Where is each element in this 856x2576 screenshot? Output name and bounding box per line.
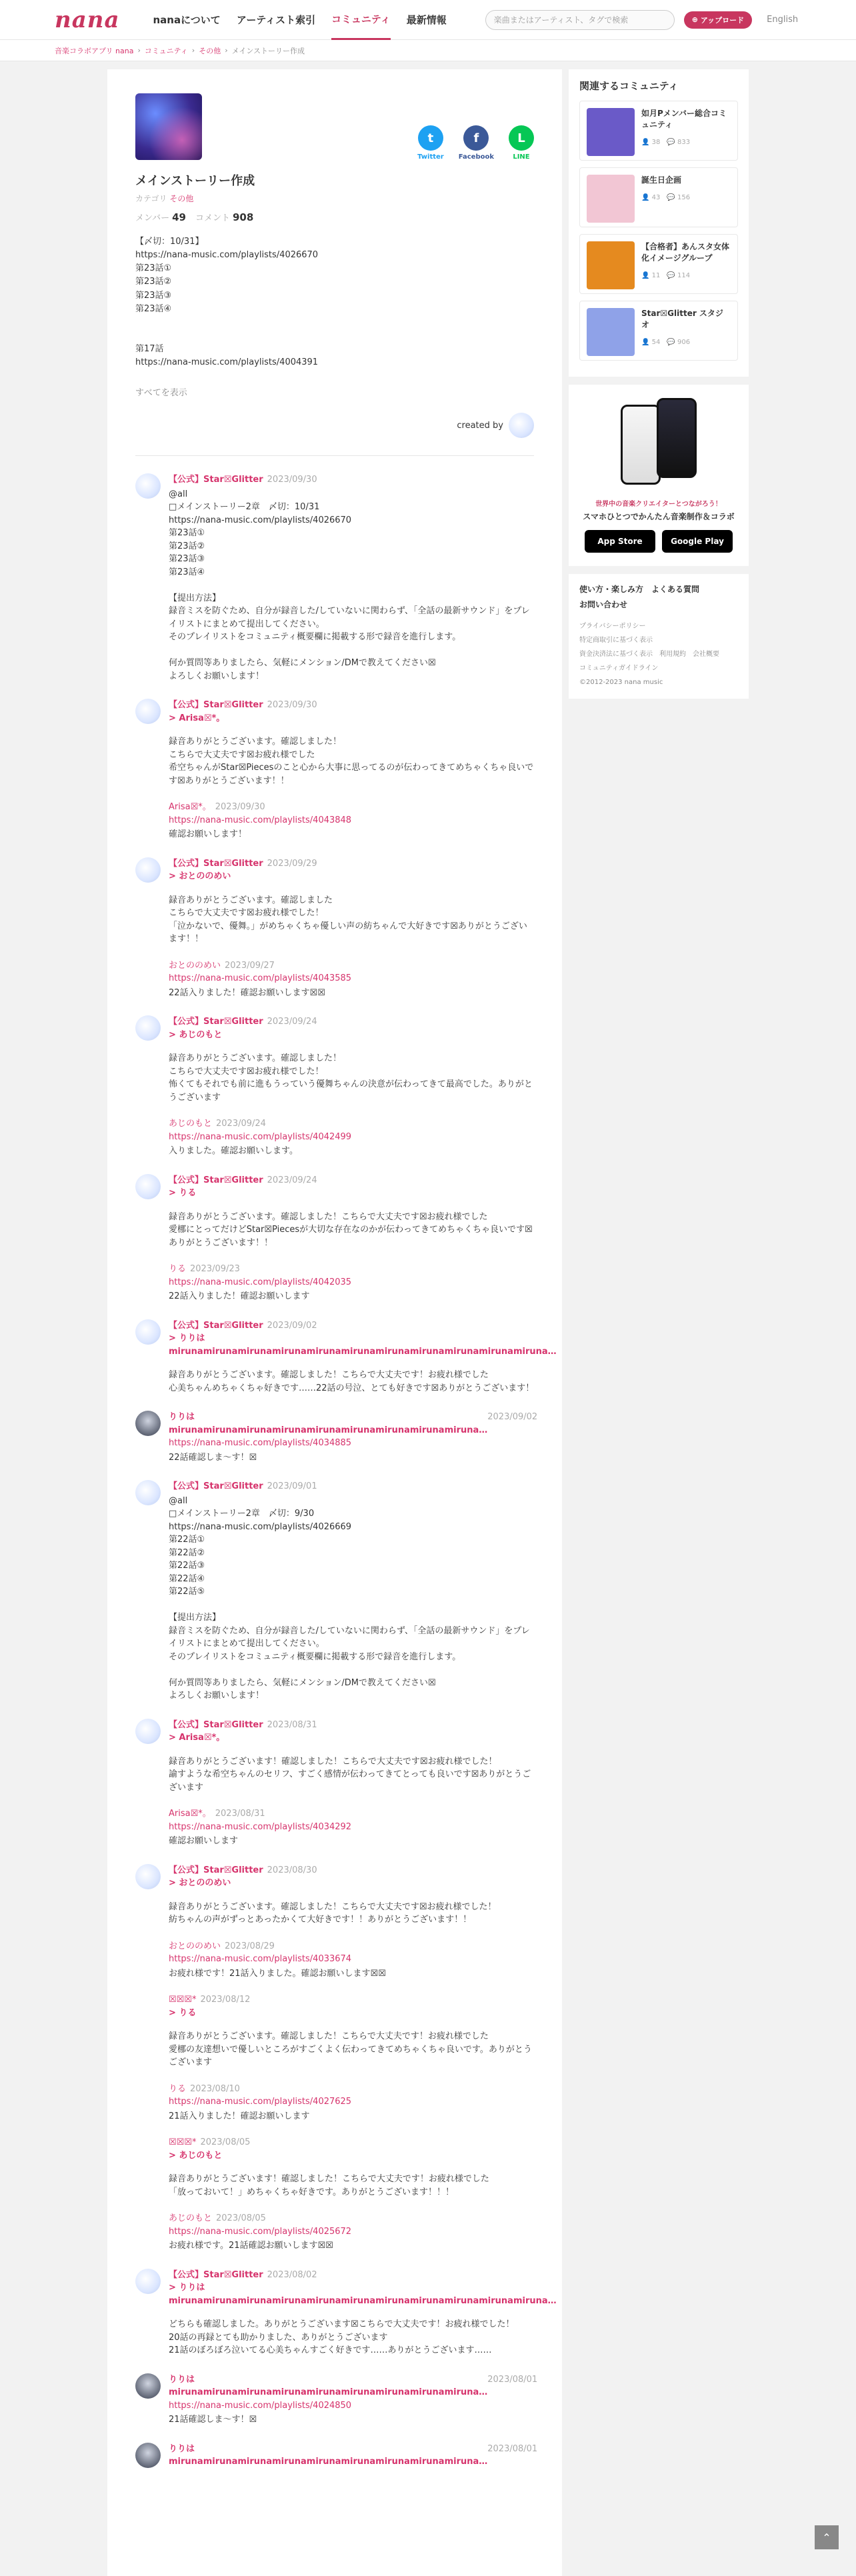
comment-icon: 💬	[660, 138, 678, 146]
related-community-card[interactable]	[579, 301, 738, 361]
copyright: ©2012-2023 nana music	[579, 679, 663, 686]
sub-comment	[169, 2083, 534, 2123]
site-header	[0, 0, 856, 40]
comment-item	[135, 473, 534, 683]
related-communities	[569, 69, 749, 377]
related-community-card[interactable]	[579, 101, 738, 161]
comment-author[interactable]: 【公式】Star☒Glitter	[169, 2269, 263, 2280]
comment-author[interactable]: 【公式】Star☒Glitter	[169, 1175, 263, 1185]
app-store-button[interactable]: App Store	[585, 530, 655, 553]
comment-count: 114	[677, 271, 691, 279]
comments-count: 908	[232, 211, 254, 223]
comment-body	[169, 699, 534, 841]
reply-to[interactable]: > おとののめい	[169, 1878, 231, 1889]
comment-body	[169, 1174, 534, 1303]
comment-item	[135, 2373, 538, 2427]
breadcrumb-community[interactable]: コミュニティ	[144, 46, 188, 55]
sub-comment-header	[169, 1263, 534, 1276]
sub-comment-header	[169, 1993, 534, 2007]
comment-time: 2023/09/30	[267, 475, 317, 485]
sidebar	[569, 69, 749, 2576]
comment-header	[169, 857, 534, 871]
comment-author[interactable]: 【公式】Star☒Glitter	[169, 1320, 263, 1331]
sub-comment-time: 2023/08/12	[200, 1995, 251, 2005]
community-description: 【〆切：10/31】 https://nana-music.com/playlists/4026670 第23話① 第23話② 第23話③ 第23話④ 第17話 https://nana-music.com/playlists/4004391	[135, 237, 319, 368]
related-community-title: Star☒Glitter スタジオ	[641, 309, 723, 329]
sub-comment	[169, 1117, 534, 1158]
comment-body	[169, 1411, 537, 1464]
sub-comment-author[interactable]: あじのもと	[169, 2213, 213, 2224]
created-by-label: created by	[457, 420, 503, 431]
sub-comment-header	[169, 2083, 534, 2096]
chevron-right-icon: ›	[225, 46, 228, 55]
playlist-link[interactable]: https://nana-music.com/playlists/4042499	[169, 1131, 352, 1142]
creator-avatar[interactable]	[509, 413, 534, 438]
comment-time: 2023/09/02	[487, 1412, 538, 1423]
community-thumbnail	[135, 93, 202, 160]
comment-item	[135, 1719, 534, 1848]
comment-header	[169, 1174, 534, 1187]
comment-text: どちらも確認しました。ありがとうございます☒こちらで大丈夫です！お疲れ様でした！ 20話の再録とても助かりました、ありがとうございます 21話のぼろぼろ泣いてる心美ちゃんすごく好きです……ありがとうございます……	[169, 2319, 515, 2356]
playlist-link[interactable]: https://nana-music.com/playlists/4043848	[169, 815, 352, 825]
breadcrumb-current: メインストーリー作成	[231, 46, 305, 55]
comment-author[interactable]: りりはmirunamirunamirunamirunamirunamirunamirunamirunamiruna…	[169, 1412, 488, 1435]
sub-comment	[169, 1993, 534, 2069]
commenter-avatar[interactable]	[135, 1174, 161, 1199]
sub-comment-header	[169, 801, 534, 814]
category-link[interactable]: その他	[169, 194, 194, 203]
comment-author[interactable]: りりはmirunamirunamirunamirunamirunamirunamirunamirunamiruna…	[169, 2443, 488, 2467]
share-buttons	[417, 125, 534, 161]
sub-comment-author[interactable]: Arisa☒*。	[169, 802, 211, 813]
commenter-avatar[interactable]	[135, 1864, 161, 1889]
playlist-link[interactable]: https://nana-music.com/playlists/4027625	[169, 2097, 352, 2107]
comment-body	[169, 2373, 537, 2427]
comment-header	[169, 699, 534, 712]
sub-comment-author[interactable]: おとののめい	[169, 960, 221, 971]
comment-header	[169, 473, 534, 487]
reply-to[interactable]: > りる	[169, 1188, 197, 1199]
sub-comment-text: 入りました。確認お願いします。	[169, 1146, 298, 1157]
sub-comment	[169, 2212, 534, 2253]
reply-to[interactable]: > Arisa☒*。	[169, 713, 225, 723]
comment-item	[135, 2269, 557, 2357]
comment-text: 21話確認しま～す！☒	[169, 2415, 257, 2425]
comment-icon: 💬	[660, 271, 678, 279]
created-by	[135, 413, 534, 456]
community-stats	[135, 211, 534, 223]
comment-time: 2023/09/24	[267, 1175, 317, 1185]
link-payment[interactable]: 資金決済法に基づく表示	[579, 651, 653, 658]
line-icon: L	[509, 125, 534, 151]
link-company[interactable]: 会社概要	[693, 651, 719, 658]
comment-text: 録音ありがとうございます。確認しました！ こちらで大丈夫です☒お疲れ様でした！ 怖くてもそれでも前に進もうっていう優舞ちゃんの決意が伝わってきて最高でした。ありがとうございます	[169, 1053, 533, 1103]
commenter-avatar[interactable]	[135, 2443, 161, 2468]
comment-time: 2023/08/01	[487, 2374, 538, 2385]
comment-text: @all □メインストーリー2章 〆切：9/30 https://nana-music.com/playlists/4026669 第22話① 第22話② 第22話③ 第22話④ 第22話⑤ 【提出方法】 録音ミスを防ぐため、自分が録音した/していないに関わらず、「全話の最新サウンド」をプレイリストにまとめて提出してください。 そのプレイリストをコミュニティ概要欄に掲載する形で録音を進行します。 何か質問等ありましたら、気軽にメンション/DMで教えてください☒ よろしくお願いします！	[169, 1495, 530, 1701]
comment-time: 2023/09/02	[267, 1320, 317, 1331]
upload-icon: ⊕	[691, 15, 698, 24]
related-community-info	[641, 108, 731, 153]
comments-stat	[195, 211, 253, 223]
comment-item	[135, 699, 534, 841]
comment-header	[169, 1480, 534, 1493]
comment-time: 2023/08/31	[267, 1719, 317, 1730]
comment-header	[169, 2443, 537, 2469]
members-stat	[135, 211, 186, 223]
sub-comment-author[interactable]: おとののめい	[169, 1941, 221, 1951]
playlist-link[interactable]: https://nana-music.com/playlists/4025672	[169, 2226, 352, 2237]
sub-comment-text: 録音ありがとうございます！確認しました！こちらで大丈夫です！お疲れ様でした 「放っておいて！」めちゃくちゃ好きです。ありがとうございます！！！	[169, 2174, 489, 2197]
comment-item	[135, 857, 534, 1000]
commenter-avatar[interactable]	[135, 1411, 161, 1436]
sub-comment-author[interactable]: あじのもと	[169, 1119, 213, 1129]
nav-artist-index[interactable]: アーティスト索引	[236, 14, 316, 26]
sub-comment-text: 22話入りました！確認お願いします☒☒	[169, 987, 325, 998]
comment-time: 2023/09/01	[267, 1481, 317, 1492]
reply-to[interactable]: > あじのもと	[169, 1029, 223, 1040]
sub-comment	[169, 1263, 534, 1303]
nana-logo[interactable]: nana	[55, 6, 120, 33]
related-community-stats	[641, 336, 731, 346]
link-faq[interactable]: よくある質問	[651, 585, 700, 594]
related-community-info	[641, 241, 731, 287]
related-community-stats	[641, 269, 731, 279]
person-icon: 👤	[641, 338, 652, 346]
app-headline: スマホひとつでかんたん音楽制作＆コラボ	[583, 512, 735, 521]
chevron-right-icon: ›	[137, 46, 141, 55]
comment-header	[169, 2373, 537, 2399]
comment-header	[169, 1319, 557, 1333]
related-community-title: 如月Pメンバー総合コミュニティ	[641, 109, 727, 129]
breadcrumb	[0, 40, 856, 61]
commenter-avatar[interactable]	[135, 699, 161, 724]
related-community-card[interactable]	[579, 167, 738, 227]
comment-item	[135, 1319, 557, 1395]
comment-text: @all □メインストーリー2章 〆切：10/31 https://nana-music.com/playlists/4026670 第23話① 第23話② 第23話③ 第23話④ 【提出方法】 録音ミスを防ぐため、自分が録音した/していないに関わらず、「全話の最新サウンド」をプレイリストにまとめて提出してください。 そのプレイリストをコミュニティ概要欄に掲載する形で録音を進行します。 何か質問等ありましたら、気軽にメンション/DMで教えてください☒ よろしくお願いします！	[169, 489, 530, 681]
related-community-stats	[641, 191, 690, 201]
comment-body	[169, 1480, 534, 1703]
search-input[interactable]: 楽曲またはアーティスト、タグで検索	[485, 10, 675, 30]
comment-body	[169, 857, 534, 1000]
related-community-stats	[641, 136, 731, 146]
sub-comment	[169, 1807, 534, 1848]
breadcrumb-home[interactable]: 音楽コラボアプリ nana	[55, 46, 134, 55]
category-label: カテゴリ	[135, 194, 167, 203]
sub-comment-header	[169, 2212, 534, 2225]
playlist-link[interactable]: https://nana-music.com/playlists/4024850	[169, 2400, 352, 2411]
comment-body	[169, 1864, 534, 2253]
sub-comment-header	[169, 2136, 534, 2149]
phone-screen	[657, 398, 697, 478]
sub-comment-author[interactable]: りる	[169, 1264, 187, 1275]
members-label: メンバー	[135, 213, 170, 223]
link-contact[interactable]: お問い合わせ	[579, 600, 628, 609]
person-icon: 👤	[641, 271, 652, 279]
main-nav	[153, 0, 447, 40]
sub-comment-author[interactable]: ☒☒☒*	[169, 1995, 197, 2005]
sub-comment-time: 2023/08/10	[190, 2083, 240, 2094]
link-terms[interactable]: 利用規約	[659, 651, 686, 658]
reply-to[interactable]: > あじのもと	[169, 2150, 223, 2161]
sub-comment-header	[169, 1117, 534, 1131]
comment-body	[169, 1015, 534, 1158]
related-title: 関連するコミュニティ	[579, 80, 679, 92]
nav-about[interactable]: nanaについて	[153, 14, 221, 26]
sub-comment-text: 録音ありがとうございます。確認しました！こちらで大丈夫です！お疲れ様でした 愛梛の友達想いで優しいところがすごくよく伝わってきてめちゃくちゃ良いです。ありがとうございます	[169, 2031, 532, 2068]
reply-to[interactable]: > りる	[169, 2007, 197, 2018]
comment-author[interactable]: 【公式】Star☒Glitter	[169, 1719, 263, 1730]
share-line[interactable]	[509, 125, 534, 161]
playlist-link[interactable]: https://nana-music.com/playlists/4033674	[169, 1954, 352, 1965]
related-community-thumbnail	[587, 175, 635, 223]
sub-comment-header	[169, 959, 534, 973]
comment-item	[135, 1174, 534, 1303]
nav-news[interactable]: 最新情報	[406, 14, 447, 26]
comment-author[interactable]: 【公式】Star☒Glitter	[169, 475, 263, 485]
show-all-link[interactable]: すべてを表示	[135, 388, 187, 399]
comment-text: 録音ありがとうございます！確認しました！こちらで大丈夫です☒お疲れ様でした！ 諭すような希空ちゃんのセリフ、すごく感情が伝わってきてとっても良いです☒ありがとうございます	[169, 1756, 531, 1793]
comment-time: 2023/08/01	[487, 2443, 538, 2454]
comment-list	[135, 473, 557, 2469]
sub-comment-text: お疲れ様です！21話入りました。確認お願いします☒☒	[169, 1968, 386, 1979]
breadcrumb-category[interactable]: その他	[199, 46, 221, 55]
playlist-link[interactable]: https://nana-music.com/playlists/4034292	[169, 1821, 352, 1832]
sub-comment-time: 2023/09/23	[190, 1264, 240, 1275]
sub-comment-text: 22話入りました！確認お願いします	[169, 1291, 310, 1302]
share-label: Twitter	[417, 153, 444, 161]
comment-text: 録音ありがとうございます。確認しました！こちらで大丈夫です☒お疲れ様でした 愛梛にとってだけどStar☒Piecesが大切な存在なのかが伝わってきてめちゃくちゃ良いです☒ありがとうございます！！	[169, 1211, 533, 1248]
related-community-info	[641, 175, 690, 220]
share-twitter[interactable]	[417, 125, 444, 161]
sub-comment	[169, 801, 534, 841]
members-count: 49	[172, 211, 186, 223]
comment-time: 2023/08/30	[267, 1865, 317, 1875]
comment-text: 録音ありがとうございます。確認しました！こちらで大丈夫です☒お疲れ様でした！ 紡ちゃんの声がずっとあったかくて大好きです！！ありがとうございます！！	[169, 1901, 497, 1925]
member-count: 38	[651, 138, 661, 146]
comment-item	[135, 1480, 534, 1703]
comment-header	[169, 1015, 534, 1029]
commenter-avatar[interactable]	[135, 2269, 161, 2294]
sub-comment-text: 21話入りました！確認お願いします	[169, 2111, 310, 2121]
nav-community[interactable]: コミュニティ	[331, 0, 391, 40]
comment-time: 2023/09/30	[267, 700, 317, 711]
comment-body	[169, 2269, 557, 2357]
related-community-title: 誕生日企画	[641, 175, 682, 185]
sub-comment-time: 2023/08/05	[216, 2213, 266, 2224]
comment-body	[169, 2443, 537, 2469]
comment-icon: 💬	[660, 193, 678, 201]
related-community-thumbnail	[587, 308, 635, 356]
commenter-avatar[interactable]	[135, 1480, 161, 1505]
comment-icon: 💬	[660, 338, 678, 346]
playlist-link[interactable]: https://nana-music.com/playlists/4034885	[169, 1438, 352, 1449]
google-play-button[interactable]: Google Play	[662, 530, 733, 553]
sub-comment-author[interactable]: Arisa☒*。	[169, 1809, 211, 1819]
page-title: メインストーリー作成	[135, 174, 255, 188]
comment-author[interactable]: 【公式】Star☒Glitter	[169, 700, 263, 711]
comment-author[interactable]: 【公式】Star☒Glitter	[169, 858, 263, 869]
sub-comment-time: 2023/09/30	[215, 802, 265, 813]
comment-item	[135, 2443, 538, 2469]
playlist-link[interactable]: https://nana-music.com/playlists/4042035	[169, 1277, 352, 1287]
related-community-thumbnail	[587, 108, 635, 156]
sub-comment	[169, 1940, 534, 1981]
comment-author[interactable]: 【公式】Star☒Glitter	[169, 1481, 263, 1492]
comment-author[interactable]: りりはmirunamirunamirunamirunamirunamirunamirunamirunamiruna…	[169, 2374, 488, 2398]
comment-text: 録音ありがとうございます。確認しました！こちらで大丈夫です！お疲れ様でした 心美ちゃんめちゃくちゃ好きです……22話の号泣、とても好きです☒ありがとうございます！	[169, 1370, 535, 1393]
link-privacy[interactable]: プライバシーポリシー	[579, 623, 646, 630]
comment-time: 2023/09/24	[267, 1017, 317, 1027]
sub-comment-author[interactable]: ☒☒☒*	[169, 2137, 197, 2148]
commenter-avatar[interactable]	[135, 1015, 161, 1041]
comment-author[interactable]: 【公式】Star☒Glitter	[169, 1865, 263, 1875]
footer-links	[569, 574, 749, 699]
person-icon: 👤	[641, 138, 652, 146]
sub-comment-text: 確認お願いします	[169, 1836, 239, 1847]
comment-header	[169, 1864, 534, 1877]
sub-comment-time: 2023/08/05	[200, 2137, 251, 2148]
sub-comment-author[interactable]: りる	[169, 2083, 187, 2094]
sub-comment-header	[169, 1940, 534, 1953]
community-main	[107, 69, 562, 2576]
scroll-to-top-button[interactable]	[815, 2525, 839, 2549]
app-promo	[569, 385, 749, 566]
sub-comment-text: お疲れ様です。21話確認お願いします☒☒	[169, 2241, 333, 2251]
member-count: 11	[651, 271, 661, 279]
comment-header	[169, 2269, 557, 2282]
commenter-avatar[interactable]	[135, 2373, 161, 2399]
comment-header	[169, 1411, 537, 1437]
related-list	[579, 101, 738, 361]
playlist-link[interactable]: https://nana-music.com/playlists/4043585	[169, 973, 352, 984]
commenter-avatar[interactable]	[135, 857, 161, 883]
comment-count: 156	[677, 193, 691, 201]
member-count: 54	[651, 338, 661, 346]
related-community-title: 【合格者】あんスタ女体化イメージグループ	[641, 242, 730, 263]
sub-comment-header	[169, 1807, 534, 1821]
comment-count: 833	[677, 138, 691, 146]
sub-comment-time: 2023/08/29	[225, 1941, 275, 1951]
reply-to[interactable]: > Arisa☒*。	[169, 1733, 225, 1743]
sub-comment-time: 2023/08/31	[215, 1809, 265, 1819]
reply-to[interactable]: > おとののめい	[169, 871, 231, 882]
comment-item	[135, 1411, 538, 1464]
upload-label: アップロード	[700, 15, 745, 25]
link-howto[interactable]: 使い方・楽しみ方	[579, 585, 644, 594]
related-community-thumbnail	[587, 241, 635, 289]
language-switch[interactable]: English	[767, 15, 799, 25]
category	[135, 193, 534, 204]
share-label: LINE	[513, 153, 530, 161]
reply-to[interactable]: > りりは mirunamirunamirunamirunamirunamirunamirunamirunamirunamirunamiruna…	[169, 1333, 557, 1357]
comment-time: 2023/09/29	[267, 858, 317, 869]
sub-comment	[169, 2136, 534, 2199]
related-community-info	[641, 308, 731, 353]
commenter-avatar[interactable]	[135, 1319, 161, 1345]
sub-comment-time: 2023/09/24	[216, 1119, 266, 1129]
comment-header	[169, 1719, 534, 1732]
comment-body	[169, 1719, 534, 1848]
upload-button[interactable]	[684, 11, 752, 29]
comment-body	[169, 473, 534, 683]
share-facebook[interactable]	[459, 125, 494, 161]
app-phones-image	[609, 398, 709, 491]
comment-item	[135, 1864, 534, 2253]
link-guidelines[interactable]: コミュニティガイドライン	[579, 665, 659, 672]
comment-author[interactable]: 【公式】Star☒Glitter	[169, 1017, 263, 1027]
related-community-card[interactable]	[579, 234, 738, 294]
sub-comment-text: 確認お願いします！	[169, 829, 247, 840]
chevron-up-icon: ⌃	[822, 2531, 831, 2544]
facebook-icon: f	[463, 125, 489, 151]
sub-comment	[169, 959, 534, 1000]
comment-text: 22話確認しま～す！☒	[169, 1452, 257, 1463]
twitter-icon: t	[418, 125, 443, 151]
phone-screen	[621, 405, 661, 485]
reply-to[interactable]: > りりは mirunamirunamirunamirunamirunamirunamirunamirunamirunamirunamiruna…	[169, 2283, 557, 2306]
commenter-avatar[interactable]	[135, 473, 161, 499]
commenter-avatar[interactable]	[135, 1719, 161, 1744]
comment-body	[169, 1319, 557, 1395]
member-count: 43	[651, 193, 661, 201]
comment-text: 録音ありがとうございます。確認しました こちらで大丈夫です☒お疲れ様でした！ 「泣かないで、優舞。」がめちゃくちゃ優しい声の紡ちゃんで大好きです☒ありがとうございます！！	[169, 895, 527, 945]
share-label: Facebook	[458, 153, 494, 161]
comment-text: 録音ありがとうございます。確認しました！ こちらで大丈夫です☒お疲れ様でした 希空ちゃんがStar☒Piecesのこと心から大事に思ってるのが伝わってきてめちゃくちゃ良いです☒ありがとうございます！！	[169, 737, 534, 786]
app-tagline: 世界中の音楽クリエイターとつながろう！	[595, 501, 722, 508]
chevron-right-icon: ›	[191, 46, 195, 55]
comment-item	[135, 1015, 534, 1158]
link-tokushoho[interactable]: 特定商取引に基づく表示	[579, 637, 653, 644]
person-icon: 👤	[641, 193, 652, 201]
sub-comment-time: 2023/09/27	[225, 960, 275, 971]
comments-label: コメント	[195, 213, 230, 223]
comment-time: 2023/08/02	[267, 2269, 317, 2280]
comment-count: 906	[677, 338, 691, 346]
